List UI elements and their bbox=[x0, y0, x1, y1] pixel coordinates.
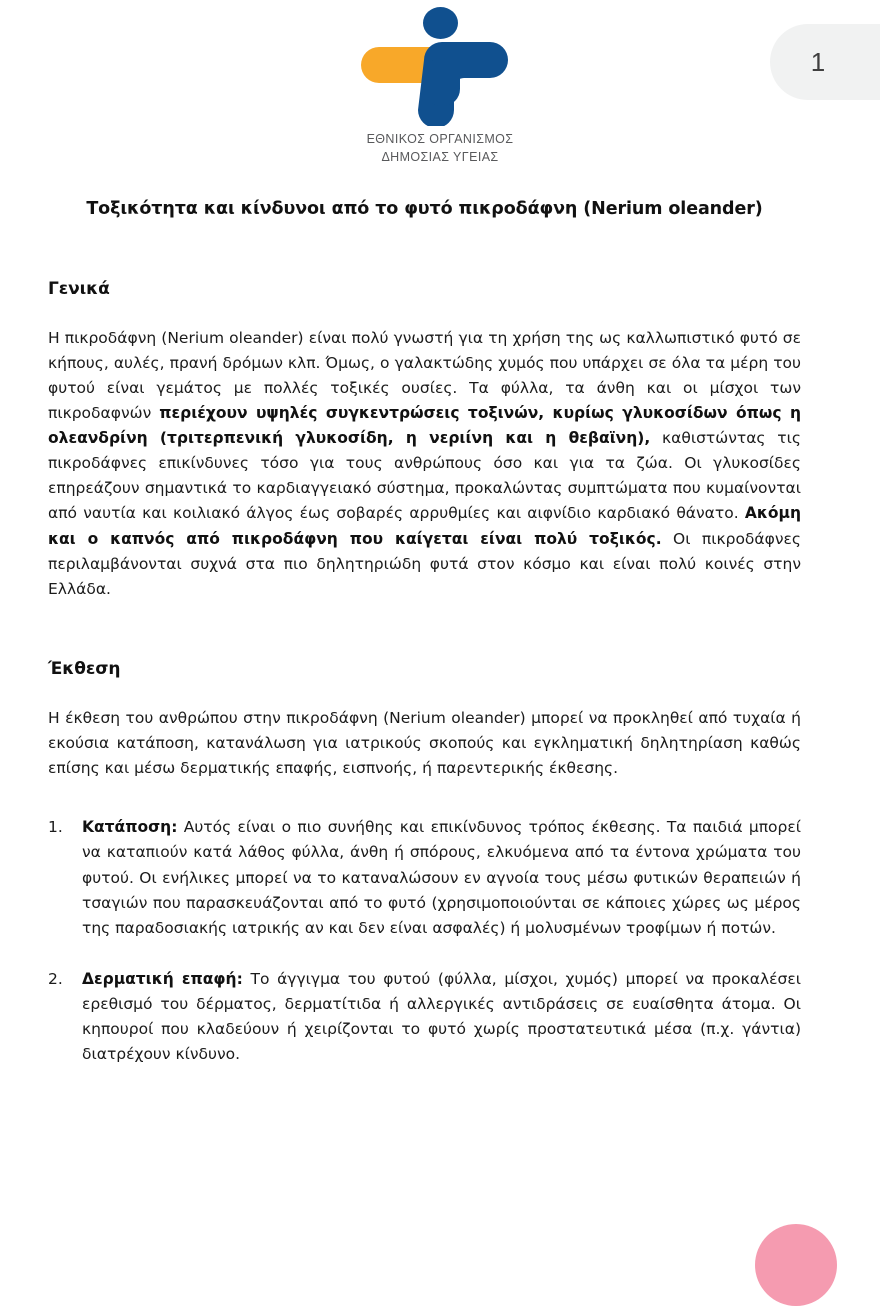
text-run: καθιστώντας τις πικροδάφνες επικίνδυνες τόσο για τους ανθρώπους όσο και για τα ζώα. Οι γλυκοσίδες επηρεάζουν σημαντικά το καρδιαγγειακό σύστημα, προκαλώντας συμπτώματα που κυμαίνονται από ναυτία και κοιλιακό άλγος έως σοβαρές αρρυθμίες και αιφνίδιο καρδιακό θάνατο. bbox=[48, 429, 801, 523]
organization-name-line1: ΕΘΝΙΚΟΣ ΟΡΓΑΝΙΣΜΟΣ bbox=[366, 132, 514, 146]
list-item-label: Κατάποση: bbox=[82, 818, 178, 837]
list-item bbox=[48, 815, 801, 941]
emphasis-run: Ακόμη και ο καπνός από πικροδάφνη που καίγεται είναι πολύ τοξικός. bbox=[48, 504, 801, 548]
list-item-text: Το άγγιγμα του φυτού (φύλλα, μίσχοι, χυμός) μπορεί να προκαλέσει ερεθισμό του δέρματος, δερματίτιδα ή αλλεργικές αντιδράσεις σε ευαίσθητα άτομα. Οι κηπουροί που κλαδεύουν ή χειρίζονται το φυτό χωρίς προστατευτικά μέσα (π.χ. γάντια) διατρέχουν κίνδυνο. bbox=[82, 969, 801, 1064]
section-heading-exposure: Έκθεση bbox=[48, 658, 121, 679]
section-exposure-paragraph: Η έκθεση του ανθρώπου στην πικροδάφνη (Nerium oleander) μπορεί να προκληθεί από τυχαία ή εκούσια κατάποση, κατανάλωση για ιατρικούς σκοπούς και εγκληματική δηλητηρίαση καθώς επίσης και μέσω δερματικής επαφής, εισπνοής, ή παρεντερικής έκθεσης. bbox=[48, 709, 801, 778]
emphasis-run: περιέχουν υψηλές συγκεντρώσεις τοξινών, κυρίως γλυκοσίδων όπως η ολεανδρίνη (τριτερπενική γλυκοσίδη, η νεριίνη και η θεβαϊνη), bbox=[48, 404, 801, 448]
floating-action-button[interactable] bbox=[755, 1224, 837, 1306]
eody-human-figure-logo-icon bbox=[361, 6, 519, 126]
text-run: Οι πικροδάφνες περιλαμβάνονται συχνά στα πιο δηλητηριώδη φυτά στον κόσμο και είναι πολύ κοινές στην Ελλάδα. bbox=[48, 529, 801, 598]
exposure-routes-list bbox=[48, 815, 801, 1067]
section-general-paragraph bbox=[48, 326, 801, 602]
section-heading-general: Γενικά bbox=[48, 278, 110, 299]
list-item bbox=[48, 967, 801, 1067]
list-item-label: Δερματική επαφή: bbox=[82, 969, 243, 988]
organization-name bbox=[367, 130, 514, 166]
list-item-text: Αυτός είναι ο πιο συνήθης και επικίνδυνος τρόπος έκθεσης. Τα παιδιά μπορεί να καταπιούν κατά λάθος φύλλα, άνθη ή σπόρους, ελκυόμενα από τα έντονα χρώματα του φυτού. Οι ενήλικες μπορεί να το καταναλώσουν εν αγνοία τους μέσω φυτικών θεραπειών ή τσαγιών που παρασκευάζονται από το φυτό (χρησιμοποιούνται σε κάποιες χώρες ως μέρος της παραδοσιακής ιατρικής αν και δεν είναι ασφαλές) ή μολυσμένων τροφίμων ή ποτών. bbox=[82, 818, 801, 937]
text-run: Η πικροδάφνη (Nerium oleander) είναι πολύ γνωστή για τη χρήση της ως καλλωπιστικό φυτό σε κήπους, αυλές, πρανή δρόμων κλπ. Όμως, ο γαλακτώδης χυμός που υπάρχει σε όλα τα μέρη του φυτού είναι γεμάτος με πολλές τοξικές ουσίες. Τα φύλλα, τα άνθη και οι μίσχοι των πικροδαφνών bbox=[48, 328, 801, 423]
page-number-value: 1 bbox=[810, 47, 826, 77]
page-title: Τοξικότητα και κίνδυνοι από το φυτό πικροδάφνη (Nerium oleander) bbox=[86, 199, 763, 219]
page-number-badge bbox=[770, 24, 880, 100]
organization-name-line2: ΔΗΜΟΣΙΑΣ ΥΓΕΙΑΣ bbox=[381, 150, 499, 165]
organization-logo-block bbox=[0, 6, 880, 166]
document-content bbox=[0, 186, 880, 1067]
